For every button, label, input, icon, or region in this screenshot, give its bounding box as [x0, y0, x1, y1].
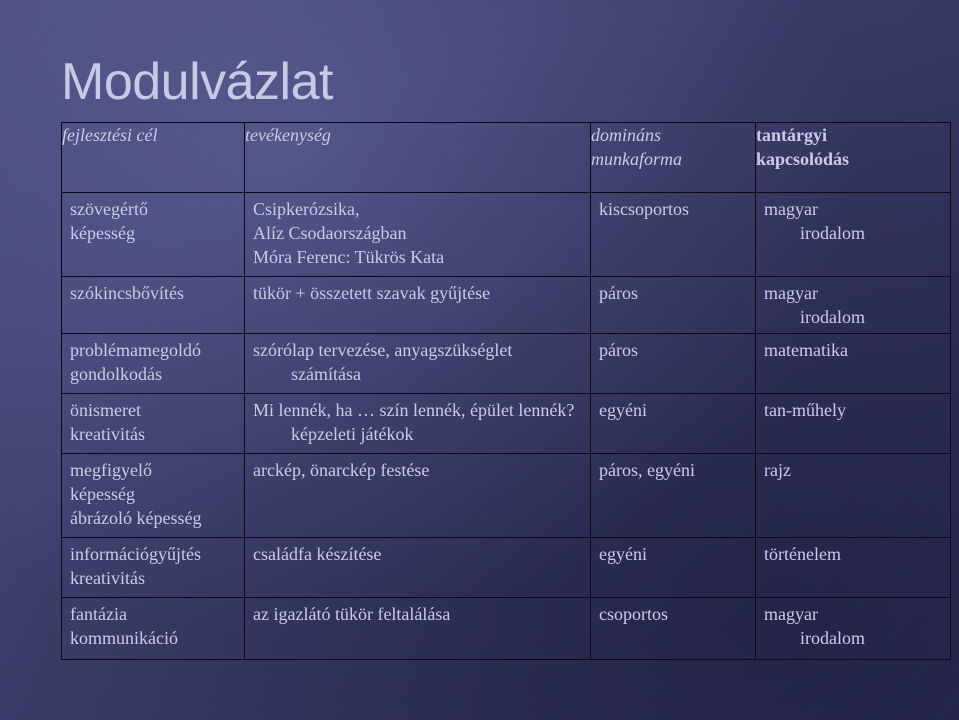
subject-text: magyar: [764, 199, 818, 219]
activity-text: Csipkerózsika,: [253, 199, 360, 219]
activity-text: az igazlátó tükör feltalálása: [253, 604, 451, 624]
subject-text: rajz: [764, 460, 791, 480]
table-row: [62, 193, 951, 277]
header-goal: fejlesztési cél: [62, 123, 245, 193]
activity-text: családfa készítése: [253, 544, 382, 564]
subject-text: irodalom: [800, 307, 865, 327]
goal-cell: [62, 598, 245, 660]
activity-text: szórólap tervezése, anyagszükséglet számítása: [253, 340, 513, 384]
goal-text: fantázia: [70, 604, 127, 624]
work-form-text: páros, egyéni: [599, 460, 695, 480]
work-form-cell: [591, 454, 756, 538]
activity-cell: [245, 538, 591, 598]
goal-text: kreativitás: [70, 568, 145, 588]
subject-cell: [756, 538, 951, 598]
subject-cell: [756, 193, 951, 277]
subject-cell: [756, 598, 951, 660]
activity-text: Mi lennék, ha … szín lennék, épület lennék? képzeleti játékok: [253, 400, 575, 444]
table-row: [62, 334, 951, 394]
subject-text: irodalom: [800, 223, 865, 243]
work-form-cell: [591, 334, 756, 394]
goal-text: információgyűjtés: [70, 544, 201, 564]
table-row: [62, 598, 951, 660]
subject-text: matematika: [764, 340, 848, 360]
subject-cell: [756, 277, 951, 334]
goal-text: ábrázoló képesség: [70, 508, 202, 528]
table-row: [62, 454, 951, 538]
goal-cell: [62, 277, 245, 334]
activity-text: Móra Ferenc: Tükrös Kata: [253, 247, 445, 267]
goal-text: gondolkodás: [70, 364, 162, 384]
goal-text: kommunikáció: [70, 628, 178, 648]
work-form-cell: [591, 598, 756, 660]
header-work-form: domináns munkaforma: [591, 123, 756, 193]
activity-cell: [245, 394, 591, 454]
page-title: Modulvázlat: [61, 53, 333, 111]
activity-text: Alíz Csodaországban: [253, 223, 407, 243]
goal-text: önismeret: [70, 400, 141, 420]
activity-cell: [245, 454, 591, 538]
subject-cell: [756, 394, 951, 454]
activity-cell: [245, 334, 591, 394]
activity-cell: [245, 277, 591, 334]
work-form-text: csoportos: [599, 604, 668, 624]
work-form-cell: [591, 538, 756, 598]
work-form-cell: [591, 277, 756, 334]
goal-text: képesség: [70, 484, 135, 504]
subject-text: tan-műhely: [764, 400, 846, 420]
work-form-cell: [591, 394, 756, 454]
goal-cell: [62, 538, 245, 598]
header-subject-link: tantárgyi kapcsolódás: [756, 123, 951, 193]
module-table: [61, 122, 951, 660]
goal-text: szövegértő: [70, 199, 148, 219]
work-form-text: egyéni: [599, 544, 647, 564]
activity-text: arckép, önarckép festése: [253, 460, 430, 480]
subject-text: irodalom: [800, 628, 865, 648]
goal-text: problémamegoldó: [70, 340, 201, 360]
activity-cell: [245, 598, 591, 660]
goal-cell: [62, 334, 245, 394]
goal-cell: [62, 193, 245, 277]
goal-cell: [62, 394, 245, 454]
goal-text: megfigyelő: [70, 460, 152, 480]
table-row: [62, 538, 951, 598]
goal-cell: [62, 454, 245, 538]
table-row: [62, 394, 951, 454]
subject-text: magyar: [764, 283, 818, 303]
subject-cell: [756, 334, 951, 394]
work-form-text: kiscsoportos: [599, 199, 689, 219]
work-form-cell: [591, 193, 756, 277]
goal-text: kreativitás: [70, 424, 145, 444]
goal-text: szókincsbővítés: [70, 283, 184, 303]
table-row: [62, 277, 951, 334]
subject-cell: [756, 454, 951, 538]
activity-text: tükör + összetett szavak gyűjtése: [253, 283, 491, 303]
work-form-text: egyéni: [599, 400, 647, 420]
subject-text: magyar: [764, 604, 818, 624]
subject-text: történelem: [764, 544, 841, 564]
work-form-text: páros: [599, 283, 638, 303]
goal-text: képesség: [70, 223, 135, 243]
header-activity: tevékenység: [245, 123, 591, 193]
work-form-text: páros: [599, 340, 638, 360]
table-header-row: [62, 123, 951, 193]
activity-cell: [245, 193, 591, 277]
